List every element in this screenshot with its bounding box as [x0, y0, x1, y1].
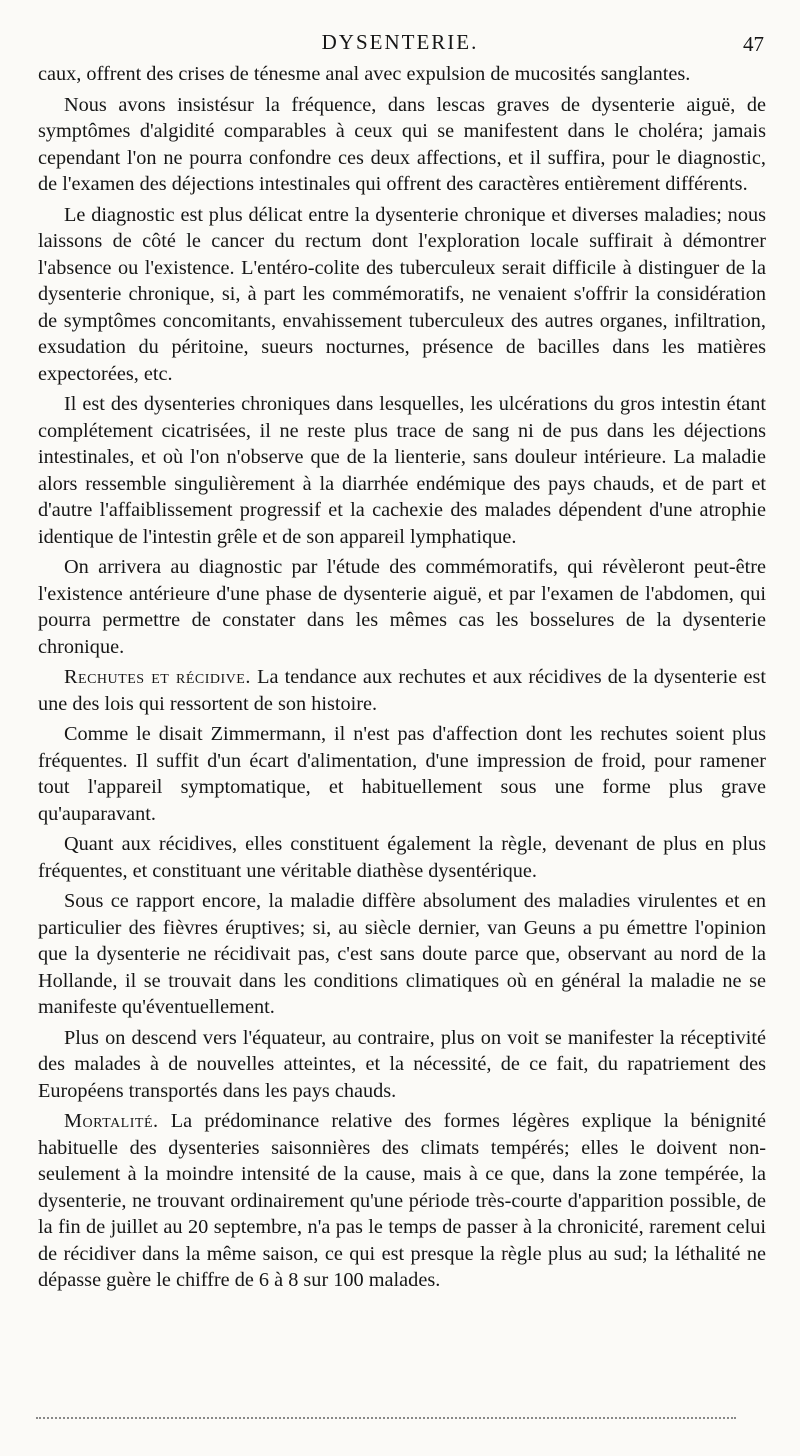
paragraph-text: caux, offrent des crises de ténesme anal avec expulsion de mucosités sanglantes. — [38, 63, 691, 85]
footer-dotted-rule — [36, 1417, 736, 1419]
paragraph-text: Plus on descend vers l'équateur, au contraire, plus on voit se manifester la réceptivité des malades à de nouvelles atteintes, et la nécessité, de ce fait, du rapatriement des Européens transportés dans les pays chauds. — [38, 1026, 766, 1102]
paragraph-text: Comme le disait Zimmermann, il n'est pas d'affection dont les rechutes soient plus fréquentes. Il suffit d'un écart d'alimentation, d'une impression de froid, pour ramener tout l'appareil symptomatique, et habituellement sous une forme plus grave qu'auparavant. — [38, 723, 766, 825]
paragraph-text: On arrivera au diagnostic par l'étude des commémoratifs, qui révèleront peut-être l'existence antérieure d'une phase de dysenterie aiguë, et par l'examen de l'abdomen, qui pourra permettre de constater dans les mêmes cas les bosselures de la dysenterie chronique. — [38, 556, 766, 658]
paragraph — [38, 1025, 766, 1105]
paragraph-text: Nous avons insistésur la fréquence, dans lescas graves de dysenterie aiguë, de symptômes d'algidité comparables à ceux qui se manifestent dans le choléra; jamais cependant l'on ne pourra confondre ces deux affections, et il suffira, pour le diagnostic, de l'examen des déjections intestinales qui offrent des caractères entièrement différents. — [38, 93, 766, 195]
paragraph — [38, 61, 766, 88]
running-head: DYSENTERIE. — [321, 30, 479, 54]
paragraph — [38, 92, 766, 198]
paragraph — [38, 831, 766, 884]
paragraph-text: La prédominance relative des formes légères explique la bénignité habituelle des dysenteries saisonnières des climats tempérés; elles le doivent non-seulement à la moindre intensité de la cause, mais à ce que, dans la zone tempérée, la dysenterie, ne trouvant ordinairement qu'une période très-courte d'apparition possible, de la fin de juillet au 20 septembre, n'a pas le temps de passer à la chronicité, rarement celui de récidiver dans la même saison, ce qui est presque la règle plus au sud; la léthalité ne dépasse guère le chiffre de 6 à 8 sur 100 malades. — [38, 1110, 766, 1291]
paragraph-text: Sous ce rapport encore, la maladie diffère absolument des maladies virulentes et en particulier des fièvres éruptives; si, au siècle dernier, van Geuns a pu émettre l'opinion que la dysenterie ne récidivait pas, c'est sans doute parce que, observant au nord de la Hollande, il se trouvait dans les conditions climatiques où en général la maladie ne se manifeste qu'éventuellement. — [38, 890, 766, 1018]
paragraph — [38, 721, 766, 827]
paragraph-text: Il est des dysenteries chroniques dans lesquelles, les ulcérations du gros intestin étant complétement cicatrisées, il ne reste plus trace de sang ni de pus dans les déjections intestinales, et où l'on n'observe que de la lienterie, sans douleur intérieure. La maladie alors ressemble singulièrement à la diarrhée endémique des pays chauds, et de part et d'autre l'affaiblissement progressif et la cachexie des malades dépendent d'une atrophie identique de l'intestin grêle et de son appareil lymphatique. — [38, 393, 766, 548]
paragraph — [38, 554, 766, 660]
paragraph — [38, 888, 766, 1021]
section-heading: Mortalité. — [64, 1110, 159, 1132]
body-text — [38, 61, 766, 1298]
paragraph-text: Quant aux récidives, elles constituent également la règle, devenant de plus en plus fréquentes, et constituant une véritable diathèse dysentérique. — [38, 833, 766, 882]
paragraph — [38, 391, 766, 550]
paragraph-text: Le diagnostic est plus délicat entre la dysenterie chronique et diverses maladies; nous laissons de côté le cancer du rectum dont l'exploration locale suffirait à démontrer l'absence ou l'existence. L'entéro-colite des tuberculeux serait difficile à distinguer de la dysenterie chronique, si, à part les commémoratifs, ne venaient s'offrir la considération de symptômes concomitants, envahissement tuberculeux des autres organes, infiltration, exsudation du péritoine, sueurs nocturnes, présence de bacilles dans les matières expectorées, etc. — [38, 203, 766, 385]
page-number: 47 — [743, 32, 764, 56]
paragraph-text: La tendance aux rechutes et aux récidives de la dysenterie est une des lois qui ressortent de son histoire. — [38, 666, 766, 715]
section-heading: Rechutes et récidive. — [64, 666, 251, 688]
paragraph — [38, 202, 766, 388]
paragraph — [38, 664, 766, 717]
paragraph — [38, 1108, 766, 1294]
